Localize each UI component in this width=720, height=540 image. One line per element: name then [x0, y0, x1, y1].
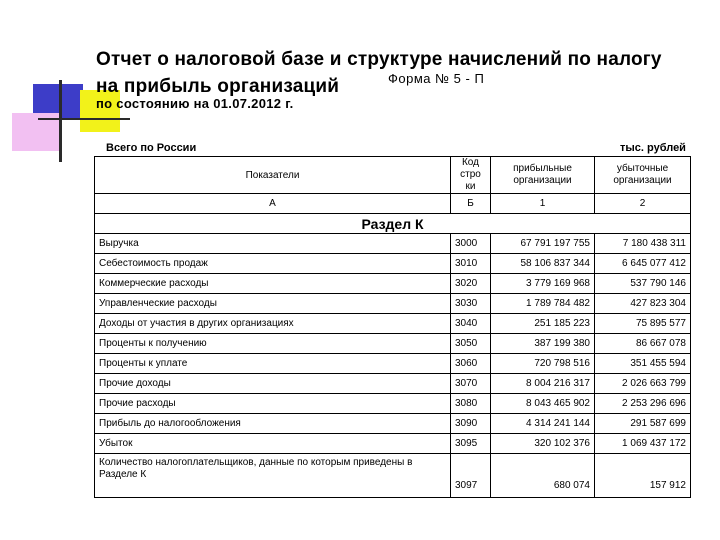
row-code: 3010	[451, 254, 491, 274]
row-name: Управленческие расходы	[95, 294, 451, 314]
row-code: 3020	[451, 274, 491, 294]
header-loss-making: убыточные организации	[595, 157, 691, 194]
row-profitable-value: 4 314 241 144	[491, 414, 595, 434]
row-code: 3097	[451, 454, 491, 498]
header-indicator: Показатели	[95, 157, 451, 194]
row-profitable-value: 58 106 837 344	[491, 254, 595, 274]
letter-profitable: 1	[491, 194, 595, 214]
section-title: Раздел К	[95, 214, 691, 234]
row-name: Коммерческие расходы	[95, 274, 451, 294]
title-line-2: на прибыль организаций	[96, 76, 340, 97]
column-letters-row	[95, 194, 691, 214]
row-loss-making-value: 2 253 296 696	[595, 394, 691, 414]
decor-vertical-line	[59, 80, 62, 162]
decor-horizontal-line	[38, 118, 130, 120]
row-name: Проценты к уплате	[95, 354, 451, 374]
row-name: Прибыль до налогообложения	[95, 414, 451, 434]
row-code: 3000	[451, 234, 491, 254]
row-profitable-value: 720 798 516	[491, 354, 595, 374]
report-table	[94, 156, 691, 498]
table-row	[95, 254, 691, 274]
table-row	[95, 234, 691, 254]
row-profitable-value: 8 004 216 317	[491, 374, 595, 394]
table-row	[95, 454, 691, 498]
row-profitable-value: 1 789 784 482	[491, 294, 595, 314]
row-profitable-value: 8 043 465 902	[491, 394, 595, 414]
row-loss-making-value: 351 455 594	[595, 354, 691, 374]
row-code: 3080	[451, 394, 491, 414]
row-loss-making-value: 157 912	[595, 454, 691, 498]
row-name: Проценты к получению	[95, 334, 451, 354]
row-code: 3095	[451, 434, 491, 454]
row-code: 3050	[451, 334, 491, 354]
units-label: тыс. рублей	[620, 142, 686, 154]
report-date: по состоянию на 01.07.2012 г.	[96, 96, 294, 111]
row-name: Прочие доходы	[95, 374, 451, 394]
table-row	[95, 394, 691, 414]
table-row	[95, 274, 691, 294]
row-name: Выручка	[95, 234, 451, 254]
table-row	[95, 414, 691, 434]
region-label: Всего по России	[106, 142, 197, 154]
row-name: Прочие расходы	[95, 394, 451, 414]
row-loss-making-value: 6 645 077 412	[595, 254, 691, 274]
row-name: Доходы от участия в других организациях	[95, 314, 451, 334]
row-loss-making-value: 7 180 438 311	[595, 234, 691, 254]
row-name: Количество налогоплательщиков, данные по которым приведены в Разделе К	[95, 454, 451, 498]
header-code: Код стро ки	[451, 157, 491, 194]
header-profitable: прибыльные организации	[491, 157, 595, 194]
table-header-row	[95, 157, 691, 194]
row-name: Убыток	[95, 434, 451, 454]
table-row	[95, 294, 691, 314]
section-row	[95, 214, 691, 234]
letter-loss-making: 2	[595, 194, 691, 214]
table-row	[95, 334, 691, 354]
table-row	[95, 434, 691, 454]
row-loss-making-value: 291 587 699	[595, 414, 691, 434]
row-code: 3090	[451, 414, 491, 434]
row-name: Себестоимость продаж	[95, 254, 451, 274]
row-code: 3040	[451, 314, 491, 334]
row-profitable-value: 3 779 169 968	[491, 274, 595, 294]
row-loss-making-value: 86 667 078	[595, 334, 691, 354]
letter-indicator: А	[95, 194, 451, 214]
row-loss-making-value: 427 823 304	[595, 294, 691, 314]
row-profitable-value: 387 199 380	[491, 334, 595, 354]
row-loss-making-value: 2 026 663 799	[595, 374, 691, 394]
row-profitable-value: 67 791 197 755	[491, 234, 595, 254]
table-row	[95, 314, 691, 334]
form-number: Форма № 5 - П	[388, 71, 485, 86]
table-row	[95, 354, 691, 374]
row-code: 3070	[451, 374, 491, 394]
row-loss-making-value: 537 790 146	[595, 274, 691, 294]
table-row	[95, 374, 691, 394]
row-profitable-value: 320 102 376	[491, 434, 595, 454]
row-code: 3030	[451, 294, 491, 314]
row-loss-making-value: 1 069 437 172	[595, 434, 691, 454]
title-line-1: Отчет о налоговой базе и структуре начислений по налогу	[96, 49, 662, 70]
row-code: 3060	[451, 354, 491, 374]
row-loss-making-value: 75 895 577	[595, 314, 691, 334]
row-profitable-value: 680 074	[491, 454, 595, 498]
row-profitable-value: 251 185 223	[491, 314, 595, 334]
letter-code: Б	[451, 194, 491, 214]
